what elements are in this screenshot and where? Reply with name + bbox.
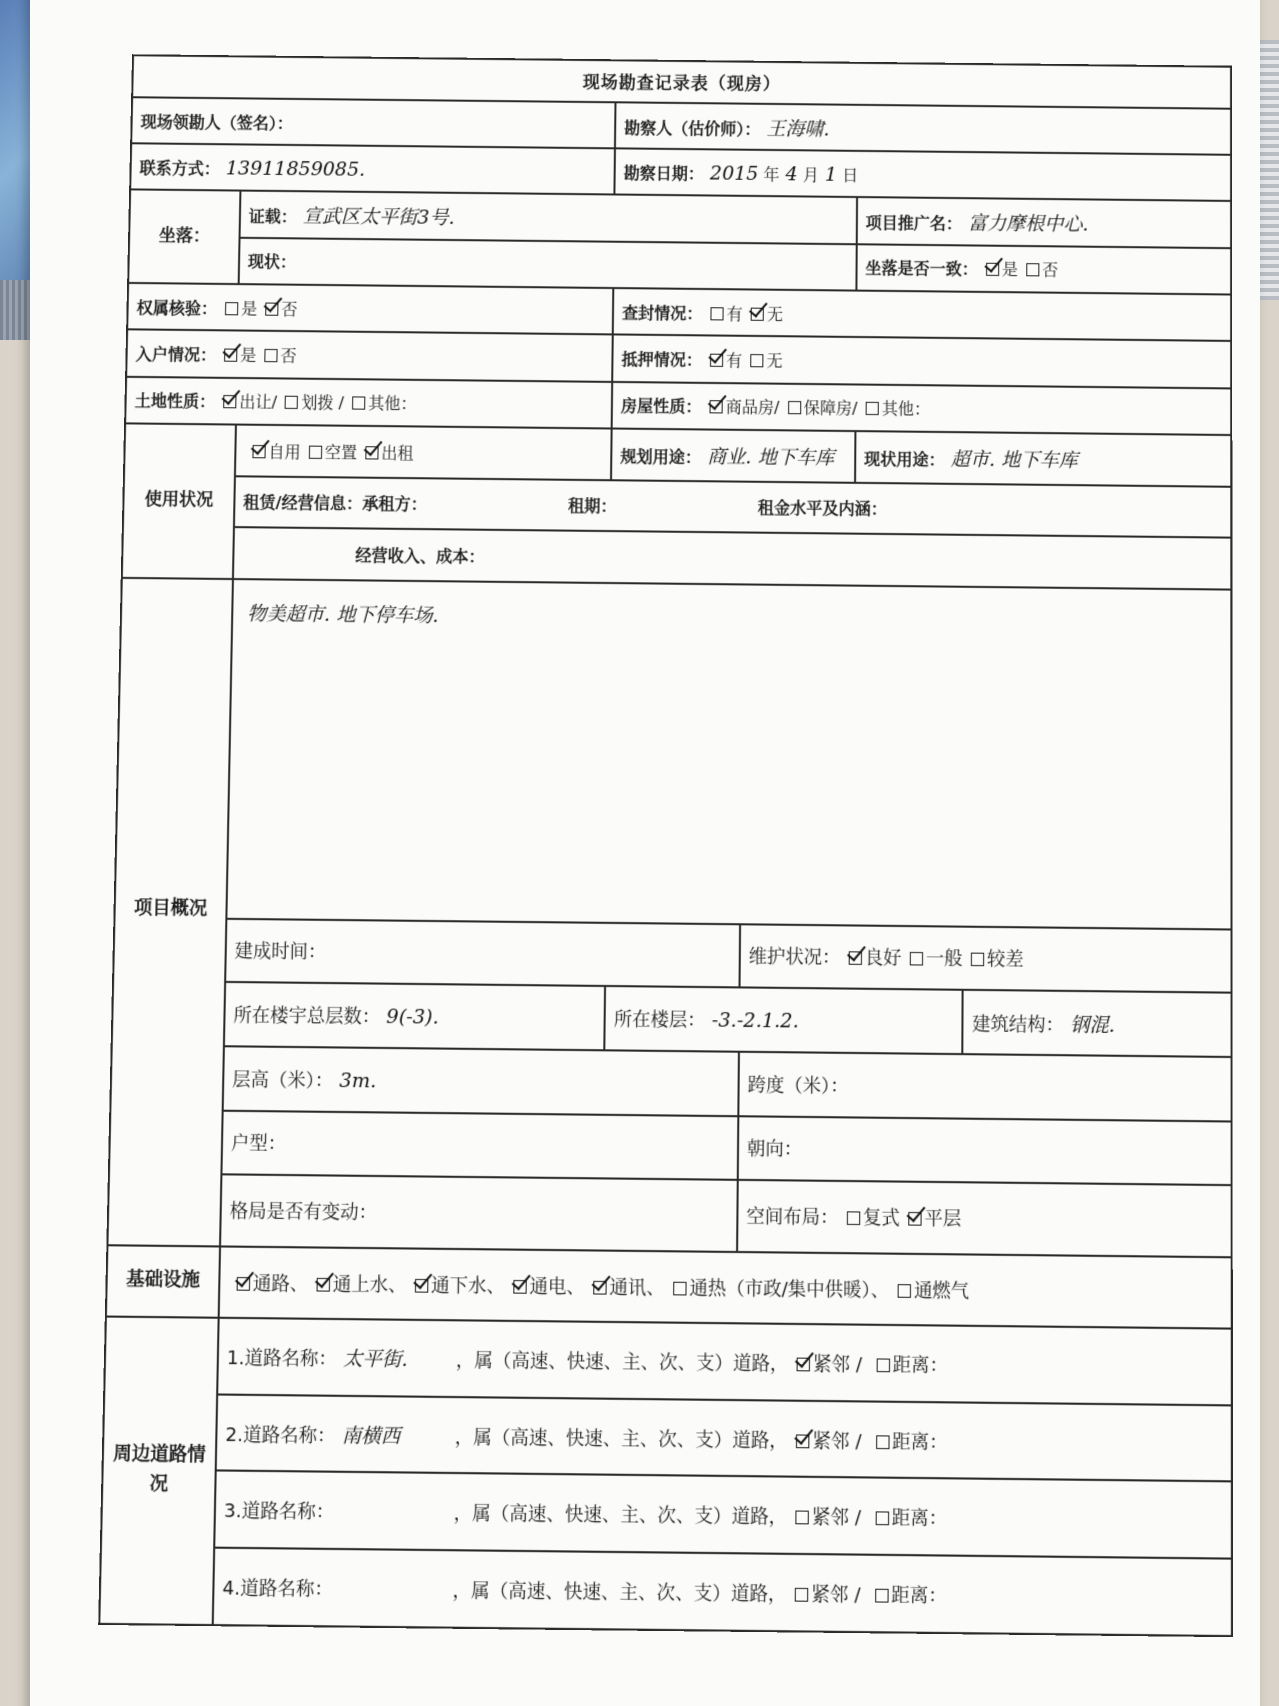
contact-label: 联系方式： bbox=[139, 158, 221, 179]
road2-sep: / bbox=[849, 1430, 868, 1453]
lease-term-label: 租期： bbox=[567, 496, 617, 517]
mortgage-label: 抵押情况： bbox=[621, 349, 703, 370]
maintenance-poor-checkbox[interactable] bbox=[971, 953, 984, 967]
field-leader-cell bbox=[131, 97, 615, 148]
road2-adjacent-label: 紧邻 bbox=[812, 1429, 850, 1453]
road1-adjacent-label: 紧邻 bbox=[812, 1353, 851, 1376]
span-label: 跨度（米）： bbox=[747, 1074, 849, 1098]
row-layout-type bbox=[109, 1109, 1232, 1185]
overview-text-cell bbox=[226, 579, 1231, 929]
seal-label: 查封情况： bbox=[622, 302, 703, 323]
certificate-label: 证载： bbox=[248, 206, 298, 227]
current-use-value: 超市. 地下车库 bbox=[950, 447, 1078, 472]
form-title: 现场勘查记录表（现房） bbox=[132, 55, 1231, 108]
road2-distance-label: 距离： bbox=[892, 1430, 948, 1454]
infra-drain-label: 通下水、 bbox=[431, 1274, 506, 1298]
seal-cell bbox=[613, 288, 1231, 341]
infra-heat-label: 通热（市政/集中供暖）、 bbox=[689, 1277, 890, 1302]
height-value: 3m. bbox=[339, 1069, 377, 1093]
contact-value: 13911859085. bbox=[225, 157, 366, 181]
land-other-label: 其他： bbox=[367, 393, 417, 414]
usage-rent-label: 出租 bbox=[381, 442, 414, 463]
layout-change-cell bbox=[220, 1175, 738, 1252]
height-cell bbox=[222, 1046, 738, 1116]
road3-distance-checkbox[interactable] bbox=[875, 1511, 888, 1525]
space-duplex-checkbox[interactable] bbox=[847, 1212, 860, 1226]
mortgage-cell bbox=[612, 335, 1231, 388]
infra-telecom-label: 通讯、 bbox=[609, 1276, 665, 1300]
space-flat-label: 平层 bbox=[924, 1208, 962, 1231]
infra-water-label: 通上水、 bbox=[332, 1273, 407, 1297]
space-layout-label: 空间布局： bbox=[746, 1206, 839, 1230]
entry-label: 入户情况： bbox=[135, 344, 217, 365]
row-overview-text bbox=[114, 578, 1231, 929]
infra-telecom-checkbox[interactable] bbox=[593, 1281, 606, 1295]
maintenance-fair-checkbox[interactable] bbox=[910, 952, 923, 966]
road3-adjacent-label: 紧邻 bbox=[811, 1506, 849, 1529]
house-affordable-label: 保障房/ bbox=[803, 398, 858, 419]
rent-level-label: 租金水平及内涵： bbox=[757, 498, 887, 520]
road4-grade: ，属（高速、快速、主、次、支）道路， bbox=[452, 1579, 787, 1606]
land-transfer-label: 出让/ bbox=[239, 392, 278, 413]
usage-type-cell bbox=[235, 424, 612, 479]
infra-road-checkbox[interactable] bbox=[236, 1277, 250, 1291]
ownership-yes-checkbox[interactable] bbox=[225, 302, 238, 315]
road4-cell bbox=[213, 1548, 1232, 1636]
road1-grade: ，属（高速、快速、主、次、支）道路， bbox=[455, 1349, 789, 1376]
usage-self-label: 自用 bbox=[268, 441, 301, 462]
road3-grade: ，属（高速、快速、主、次、支）道路， bbox=[453, 1502, 788, 1529]
infra-heat-checkbox[interactable] bbox=[673, 1281, 686, 1295]
consistent-yes-checkbox[interactable] bbox=[986, 263, 999, 276]
road4-adjacent-label: 紧邻 bbox=[811, 1583, 849, 1606]
usage-vacant-label: 空置 bbox=[324, 442, 358, 463]
entry-cell bbox=[126, 330, 613, 382]
road1-label: 1.道路名称： bbox=[226, 1347, 338, 1371]
land-label: 土地性质： bbox=[134, 391, 216, 412]
usage-self-checkbox[interactable] bbox=[252, 445, 265, 458]
lease-label: 租赁/经营信息：承租方： bbox=[243, 493, 427, 515]
maintenance-poor-label: 较差 bbox=[986, 948, 1024, 972]
layout-type-label: 户型： bbox=[230, 1133, 287, 1156]
built-time-cell bbox=[225, 918, 740, 987]
certificate-cell bbox=[239, 191, 856, 244]
land-cell bbox=[125, 376, 612, 428]
date-day-unit: 日 bbox=[842, 165, 859, 185]
date-month: 4 bbox=[785, 162, 798, 186]
road2-label: 2.道路名称： bbox=[225, 1423, 336, 1447]
house-commercial-checkbox[interactable] bbox=[710, 400, 723, 413]
space-flat-checkbox[interactable] bbox=[908, 1212, 921, 1226]
span-cell bbox=[738, 1052, 1231, 1121]
road1-distance-label: 距离： bbox=[892, 1354, 949, 1377]
consistent-cell bbox=[856, 244, 1231, 295]
land-transfer-checkbox[interactable] bbox=[223, 395, 236, 408]
house-label: 房屋性质： bbox=[620, 396, 702, 417]
roads-section: 周边道路情况 bbox=[99, 1316, 218, 1625]
infra-power-label: 通电、 bbox=[529, 1275, 586, 1299]
land-allocate-checkbox[interactable] bbox=[285, 396, 298, 409]
field-leader-label: 现场领勘人（签名）： bbox=[140, 111, 294, 133]
infra-gas-label: 通燃气 bbox=[913, 1279, 970, 1303]
planned-use-value: 商业. 地下车库 bbox=[707, 445, 835, 470]
house-commercial-label: 商品房/ bbox=[725, 397, 780, 418]
road3-distance-label: 距离： bbox=[891, 1507, 948, 1530]
house-cell bbox=[612, 381, 1232, 434]
space-duplex-label: 复式 bbox=[863, 1207, 901, 1231]
ownership-cell bbox=[127, 283, 613, 335]
infra-power-checkbox[interactable] bbox=[513, 1280, 527, 1294]
date-year-unit: 年 bbox=[763, 164, 780, 184]
orientation-cell bbox=[738, 1116, 1232, 1186]
road4-adjacent-checkbox[interactable] bbox=[795, 1587, 809, 1601]
road4-distance-checkbox[interactable] bbox=[875, 1588, 888, 1602]
layout-type-cell bbox=[221, 1110, 738, 1180]
road3-adjacent-checkbox[interactable] bbox=[795, 1510, 808, 1524]
consistent-label: 坐落是否一致： bbox=[865, 258, 978, 280]
floor-label: 所在楼层： bbox=[613, 1008, 706, 1032]
current-label: 现状： bbox=[247, 252, 297, 272]
row-infrastructure bbox=[106, 1245, 1232, 1329]
date-cell bbox=[614, 148, 1231, 201]
entry-yes-checkbox[interactable] bbox=[224, 348, 237, 361]
certificate-value: 宣武区太平街3号. bbox=[302, 205, 455, 230]
land-other-checkbox[interactable] bbox=[352, 397, 365, 410]
infra-road-label: 通路、 bbox=[252, 1272, 309, 1296]
total-floors-cell bbox=[224, 982, 605, 1050]
consistent-no-checkbox[interactable] bbox=[1026, 264, 1039, 277]
infra-water-checkbox[interactable] bbox=[316, 1278, 330, 1292]
mortgage-yes-label: 有 bbox=[726, 350, 743, 371]
road1-distance-checkbox[interactable] bbox=[876, 1358, 889, 1372]
maintenance-good-label: 良好 bbox=[864, 947, 902, 970]
structure-value: 钢混. bbox=[1069, 1013, 1115, 1037]
road1-sep: / bbox=[849, 1353, 869, 1377]
entry-no-label: 否 bbox=[280, 346, 297, 366]
road2-value: 南横西 bbox=[341, 1423, 401, 1448]
maintenance-fair-label: 一般 bbox=[925, 948, 963, 971]
seal-no-checkbox[interactable] bbox=[751, 307, 764, 320]
overview-section: 项目概况 bbox=[107, 578, 232, 1246]
infra-cell bbox=[218, 1246, 1231, 1328]
surveyor-signature: 王海啸. bbox=[766, 117, 830, 141]
infra-section: 基础设施 bbox=[106, 1245, 220, 1318]
road4-label: 4.道路名称： bbox=[222, 1576, 334, 1601]
project-name-value: 富力摩根中心. bbox=[967, 212, 1089, 236]
surveyor-cell bbox=[615, 102, 1231, 155]
row-height bbox=[110, 1045, 1231, 1121]
row-floors bbox=[112, 981, 1232, 1057]
house-affordable-checkbox[interactable] bbox=[788, 401, 801, 414]
row-road-2 bbox=[103, 1393, 1232, 1482]
road2-adjacent-checkbox[interactable] bbox=[796, 1434, 809, 1448]
house-other-label: 其他： bbox=[881, 399, 931, 419]
contact-cell bbox=[130, 143, 615, 194]
usage-rent-checkbox[interactable] bbox=[365, 446, 378, 459]
date-day: 1 bbox=[824, 163, 838, 186]
road1-value: 太平街. bbox=[342, 1347, 408, 1372]
surveyor-label: 勘察人（估价师）： bbox=[624, 117, 761, 139]
maintenance-good-checkbox[interactable] bbox=[849, 952, 862, 966]
road2-grade: ，属（高速、快速、主、次、支）道路， bbox=[454, 1426, 788, 1452]
road3-label: 3.道路名称： bbox=[223, 1499, 335, 1524]
ownership-yes-label: 是 bbox=[241, 298, 258, 319]
layout-change-label: 格局是否有变动： bbox=[229, 1201, 378, 1225]
road1-adjacent-checkbox[interactable] bbox=[797, 1357, 810, 1371]
house-other-checkbox[interactable] bbox=[866, 402, 879, 415]
built-time-label: 建成时间： bbox=[234, 940, 327, 964]
infra-drain-checkbox[interactable] bbox=[415, 1279, 429, 1293]
consistent-yes-label: 是 bbox=[1001, 260, 1018, 280]
road2-cell bbox=[215, 1394, 1231, 1482]
entry-no-checkbox[interactable] bbox=[264, 349, 277, 362]
road3-sep: / bbox=[848, 1506, 868, 1529]
planned-use-cell bbox=[611, 428, 855, 482]
row-built-time bbox=[113, 917, 1231, 993]
total-floors-label: 所在楼宇总层数： bbox=[233, 1004, 381, 1029]
planned-use-label: 规划用途： bbox=[620, 446, 702, 467]
date-label: 勘察日期： bbox=[623, 163, 705, 184]
date-month-unit: 月 bbox=[802, 165, 819, 185]
revenue-label: 经营收入、成本： bbox=[355, 545, 485, 567]
road1-cell bbox=[217, 1318, 1232, 1405]
floor-value: -3.-2.1.2. bbox=[711, 1008, 799, 1033]
row-road-4 bbox=[99, 1547, 1232, 1637]
usage-section: 使用状况 bbox=[122, 423, 236, 579]
seal-yes-checkbox[interactable] bbox=[711, 307, 724, 320]
floor-cell bbox=[604, 986, 963, 1054]
structure-label: 建筑结构： bbox=[972, 1013, 1064, 1037]
current-use-label: 现状用途： bbox=[863, 449, 945, 470]
seal-no-label: 无 bbox=[766, 304, 784, 324]
current-cell bbox=[238, 237, 856, 290]
height-label: 层高（米）： bbox=[232, 1068, 334, 1092]
mortgage-yes-checkbox[interactable] bbox=[710, 354, 723, 367]
ownership-label: 权属核验： bbox=[136, 297, 218, 318]
land-allocate-label: 划拨 / bbox=[301, 393, 345, 413]
row-layout-change bbox=[107, 1173, 1231, 1256]
consistent-no-label: 否 bbox=[1041, 260, 1059, 280]
structure-cell bbox=[963, 990, 1232, 1057]
survey-form bbox=[98, 54, 1233, 1637]
road2-distance-checkbox[interactable] bbox=[876, 1435, 889, 1449]
overview-value: 物美超市. 地下停车场. bbox=[247, 602, 439, 628]
usage-vacant-checkbox[interactable] bbox=[309, 445, 322, 458]
ownership-no-checkbox[interactable] bbox=[265, 302, 278, 315]
row-road-1 bbox=[104, 1316, 1232, 1405]
mortgage-no-checkbox[interactable] bbox=[750, 354, 763, 367]
date-year: 2015 bbox=[709, 162, 759, 185]
row-road-3 bbox=[101, 1470, 1232, 1559]
road4-distance-label: 距离： bbox=[891, 1584, 947, 1608]
infra-gas-checkbox[interactable] bbox=[897, 1284, 910, 1298]
maintenance-cell bbox=[739, 924, 1231, 993]
entry-yes-label: 是 bbox=[240, 345, 257, 365]
ownership-no-label: 否 bbox=[281, 299, 298, 319]
mortgage-no-label: 无 bbox=[766, 351, 783, 371]
seal-yes-label: 有 bbox=[726, 303, 743, 324]
road3-cell bbox=[214, 1471, 1232, 1559]
project-name-cell bbox=[856, 197, 1231, 247]
survey-table bbox=[98, 54, 1233, 1637]
total-floors-value: 9(-3). bbox=[386, 1005, 439, 1029]
orientation-label: 朝向： bbox=[746, 1138, 803, 1162]
space-layout-cell bbox=[737, 1180, 1232, 1257]
road4-sep: / bbox=[848, 1583, 867, 1607]
project-name-label: 项目推广名： bbox=[865, 213, 962, 234]
current-use-cell bbox=[855, 431, 1232, 486]
location-section: 坐落： bbox=[128, 190, 240, 284]
maintenance-label: 维护状况： bbox=[748, 946, 841, 970]
